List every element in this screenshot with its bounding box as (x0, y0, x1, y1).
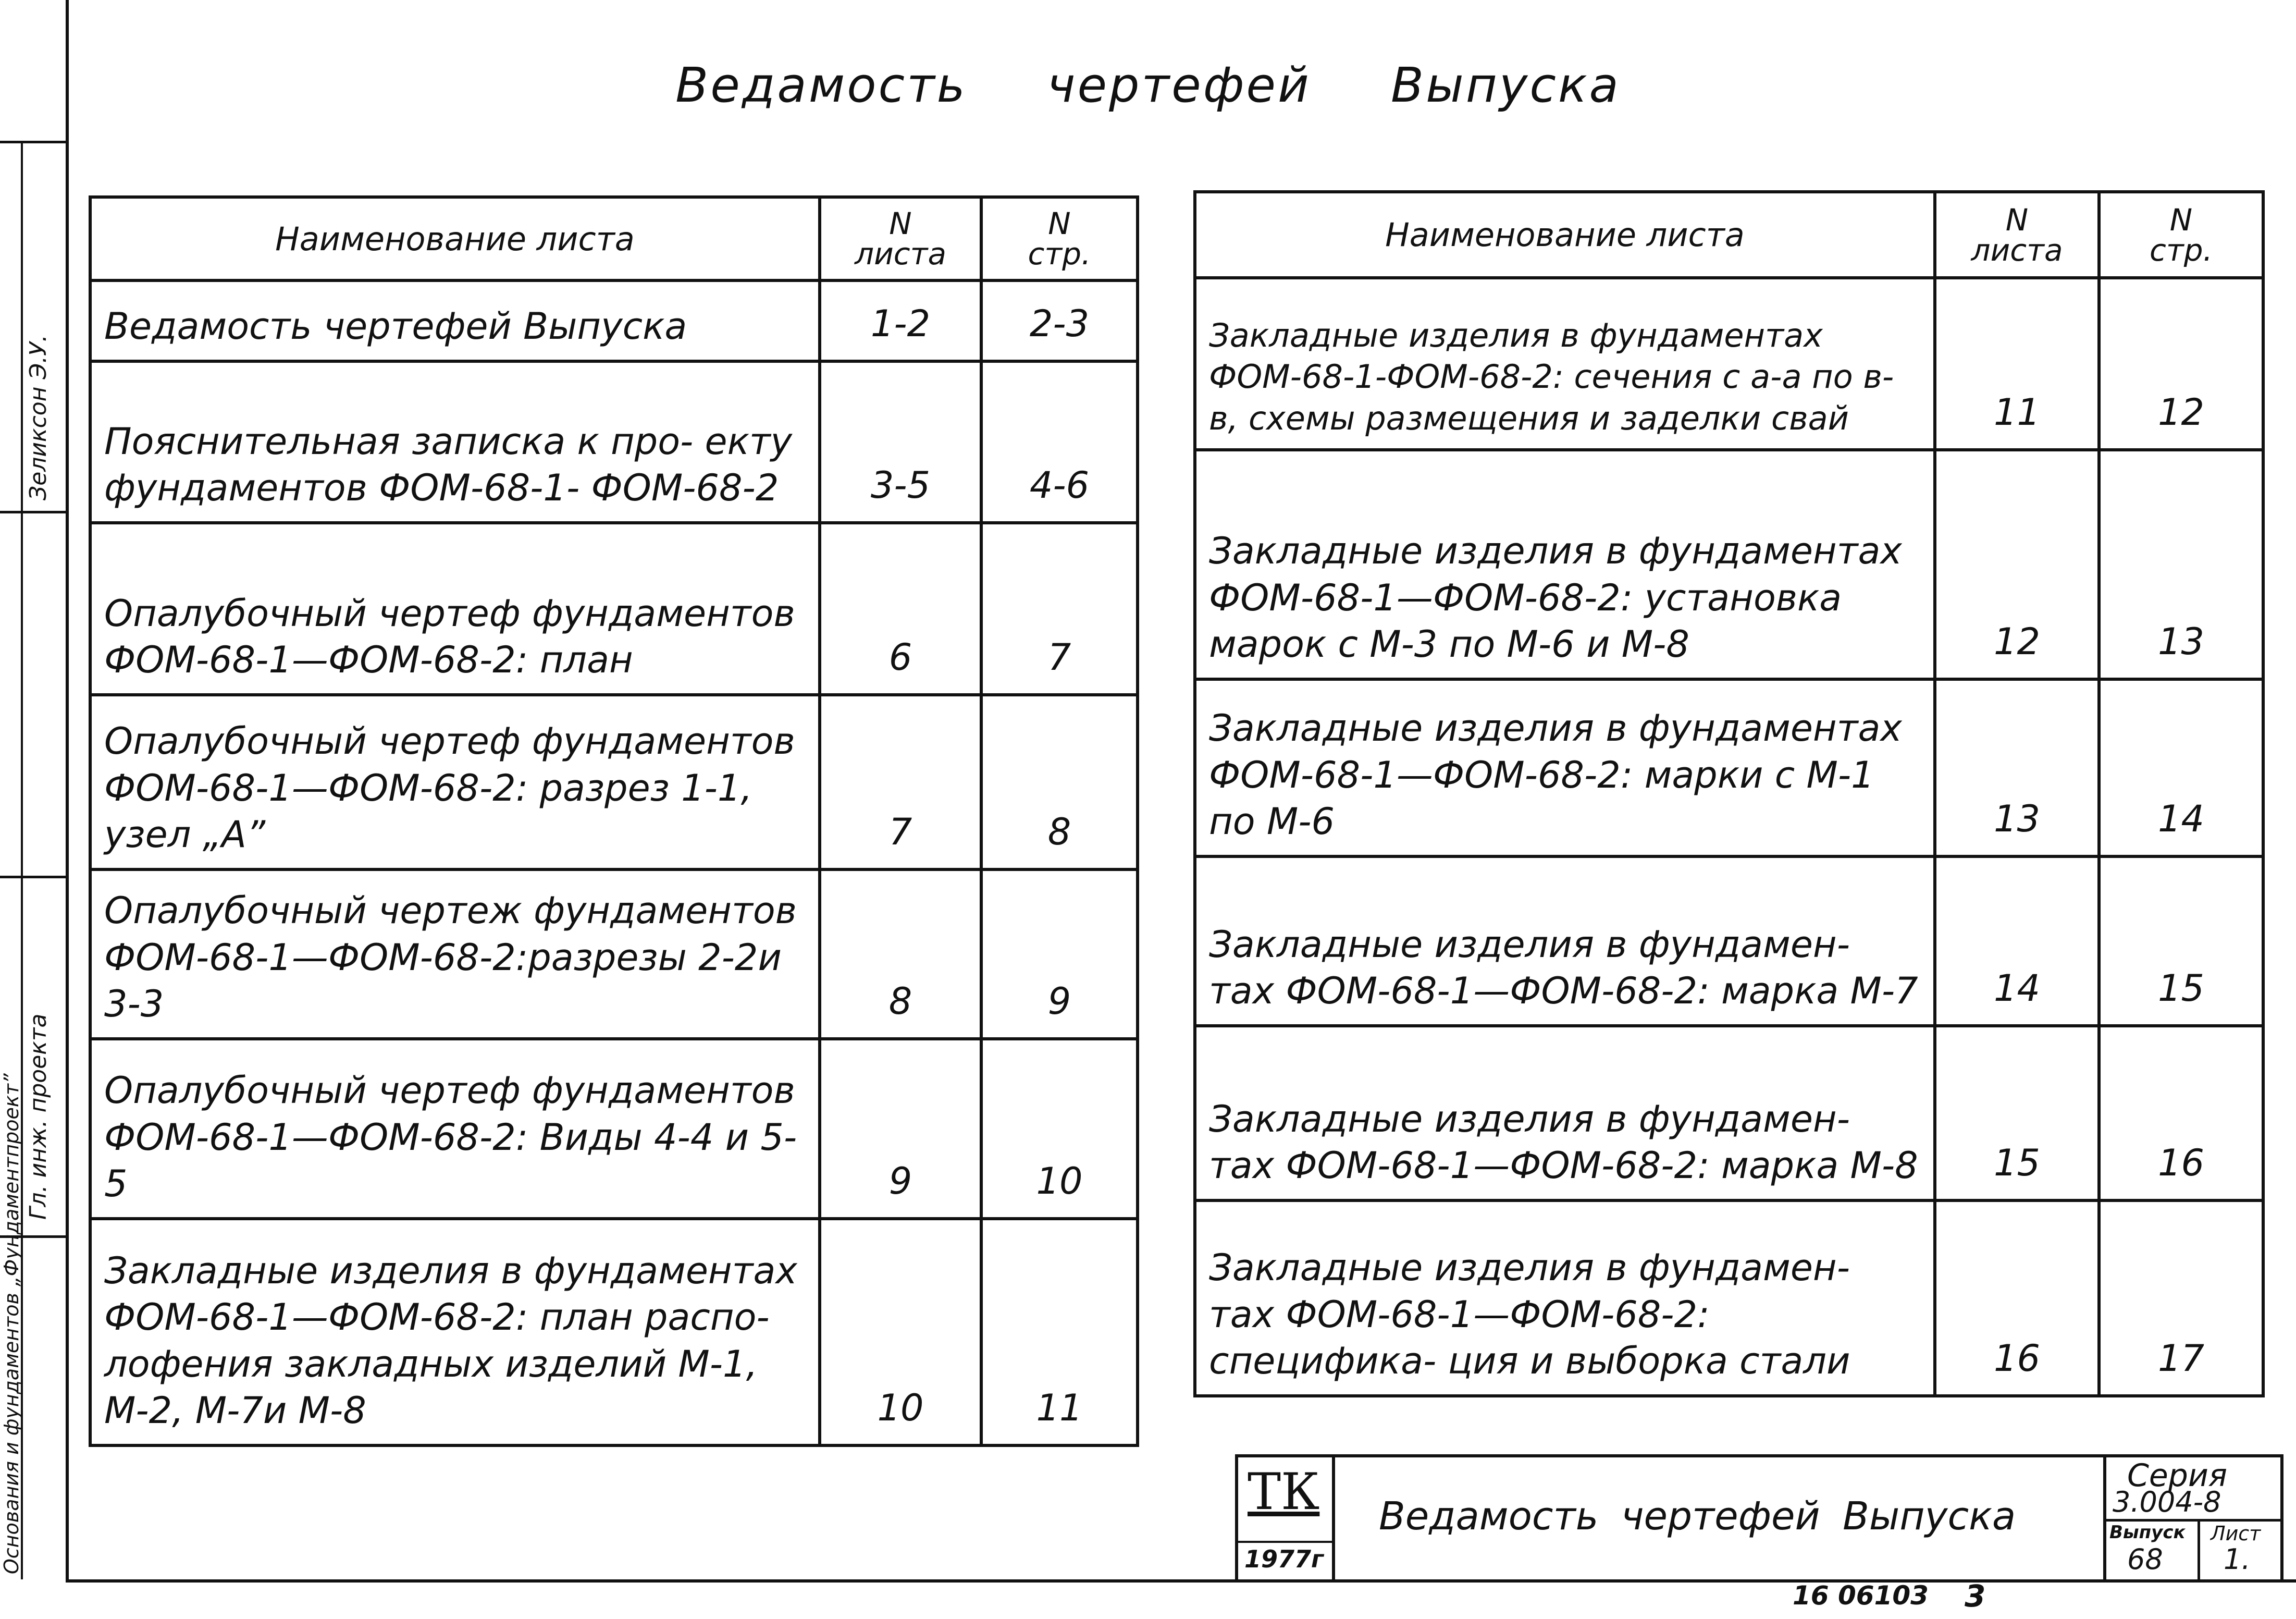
row-name: Опалубочный чертеф фундаментов ФОМ-68-1—ФОМ-68-2: Виды 4-4 и 5-5 (90, 1039, 820, 1219)
series-label: Серия (2127, 1457, 2227, 1494)
row-sheet: 8 (820, 869, 981, 1039)
table-row (90, 695, 1138, 869)
side-role: Гл. инж. проекта (25, 1013, 52, 1220)
year: 1977г (1244, 1545, 1324, 1573)
table-row (1195, 856, 2263, 1026)
table-row (1195, 450, 2263, 679)
table-row (1195, 278, 2263, 450)
side-strip (0, 0, 69, 1585)
row-page: 16 (2099, 1026, 2263, 1200)
table-row (90, 361, 1138, 523)
row-page: 15 (2099, 856, 2263, 1026)
row-page: 13 (2099, 450, 2263, 679)
row-sheet: 3-5 (820, 361, 981, 523)
row-name: Закладные изделия в фундаментах ФОМ-68-1—ФОМ-68-2: план распо- лофения закладных изделий М-1, М-2, М-7и М-8 (90, 1219, 820, 1445)
series-value: 3.004-8 (2113, 1486, 2221, 1518)
sheet-value: 1. (2224, 1543, 2251, 1576)
side-org: Основания и фундаментов „Фундаментпроект” (0, 1073, 23, 1574)
footer-page: 3 (1965, 1578, 1986, 1614)
table-row (90, 869, 1138, 1039)
row-page: 4-6 (981, 361, 1138, 523)
row-name: Пояснительная записка к про- екту фундаментов ФОМ-68-1- ФОМ-68-2 (90, 361, 820, 523)
row-sheet: 11 (1935, 278, 2099, 450)
header-name: Наименование листа (1195, 192, 1935, 278)
row-name: Закладные изделия в фундаментах ФОМ-68-1—ФОМ-68-2: установка марок с М-3 по М-6 и М-8 (1195, 450, 1935, 679)
footer-code: 16 06103 (1793, 1580, 1929, 1611)
header-page-mark: N (1048, 206, 1071, 241)
row-sheet: 15 (1935, 1026, 2099, 1200)
table-row (90, 1039, 1138, 1219)
logo-cell (1238, 1457, 1335, 1583)
row-sheet: 6 (820, 523, 981, 695)
table-row (90, 523, 1138, 695)
row-sheet: 12 (1935, 450, 2099, 679)
row-name: Закладные изделия в фундаментах ФОМ-68-1-ФОМ-68-2: сечения с а-а по в-в, схемы размещения и заделки свай (1195, 278, 1935, 450)
header-page-no (2099, 192, 2263, 278)
table-row (1195, 1200, 2263, 1396)
row-sheet: 16 (1935, 1200, 2099, 1396)
row-page: 14 (2099, 679, 2263, 856)
header-sheet-no (820, 197, 981, 280)
table-row (1195, 679, 2263, 856)
title-block (1235, 1454, 2283, 1583)
header-page-mark: N (2169, 202, 2193, 238)
header-page-label: стр. (2150, 232, 2213, 268)
row-page: 9 (981, 869, 1138, 1039)
header-sheet-mark: N (889, 206, 912, 241)
header-sheet-mark: N (2005, 202, 2029, 238)
issue-value: 68 (2127, 1543, 2163, 1576)
row-name: Закладные изделия в фундаментах ФОМ-68-1—ФОМ-68-2: марки с М-1 по М-6 (1195, 679, 1935, 856)
row-name: Закладные изделия в фундамен- тах ФОМ-68-1—ФОМ-68-2: марка М-7 (1195, 856, 1935, 1026)
left-sheet-table (89, 195, 1139, 1447)
row-sheet: 1-2 (820, 280, 981, 361)
header-page-no (981, 197, 1138, 280)
series-cell (2103, 1457, 2283, 1583)
row-page: 11 (981, 1219, 1138, 1445)
row-sheet: 9 (820, 1039, 981, 1219)
table-row (90, 1219, 1138, 1445)
row-sheet: 10 (820, 1219, 981, 1445)
title-block-name: Ведамость чертефей Выпуска (1379, 1494, 2016, 1539)
row-name: Опалубочный чертеф фундаментов ФОМ-68-1—ФОМ-68-2: разрез 1-1, узел „А” (90, 695, 820, 869)
row-sheet: 14 (1935, 856, 2099, 1026)
header-sheet-label: листа (1971, 232, 2063, 268)
table-row (1195, 1026, 2263, 1200)
row-sheet: 7 (820, 695, 981, 869)
row-name: Ведамость чертефей Выпуска (90, 280, 820, 361)
row-name: Закладные изделия в фундамен- тах ФОМ-68-1—ФОМ-68-2: марка М-8 (1195, 1026, 1935, 1200)
table-row (90, 280, 1138, 361)
row-page: 12 (2099, 278, 2263, 450)
row-page: 7 (981, 523, 1138, 695)
row-page: 10 (981, 1039, 1138, 1219)
right-sheet-table (1193, 190, 2265, 1397)
page-title: Ведамость чертефей Выпуска (675, 57, 1621, 113)
issue-label: Выпуск (2109, 1522, 2186, 1543)
row-name: Закладные изделия в фундамен- тах ФОМ-68-1—ФОМ-68-2: специфика- ция и выборка стали (1195, 1200, 1935, 1396)
row-page: 17 (2099, 1200, 2263, 1396)
row-name: Опалубочный чертеф фундаментов ФОМ-68-1—ФОМ-68-2: план (90, 523, 820, 695)
header-sheet-label: листа (855, 236, 946, 272)
row-page: 8 (981, 695, 1138, 869)
logo: ТК (1248, 1463, 1320, 1521)
header-page-label: стр. (1028, 236, 1091, 272)
sheet-label: Лист (2211, 1522, 2261, 1545)
header-name: Наименование листа (90, 197, 820, 280)
row-sheet: 13 (1935, 679, 2099, 856)
header-sheet-no (1935, 192, 2099, 278)
row-page: 2-3 (981, 280, 1138, 361)
row-name: Опалубочный чертеж фундаментов ФОМ-68-1—ФОМ-68-2:разрезы 2-2и 3-3 (90, 869, 820, 1039)
side-author: Зеликсон Э.У. (25, 335, 52, 500)
